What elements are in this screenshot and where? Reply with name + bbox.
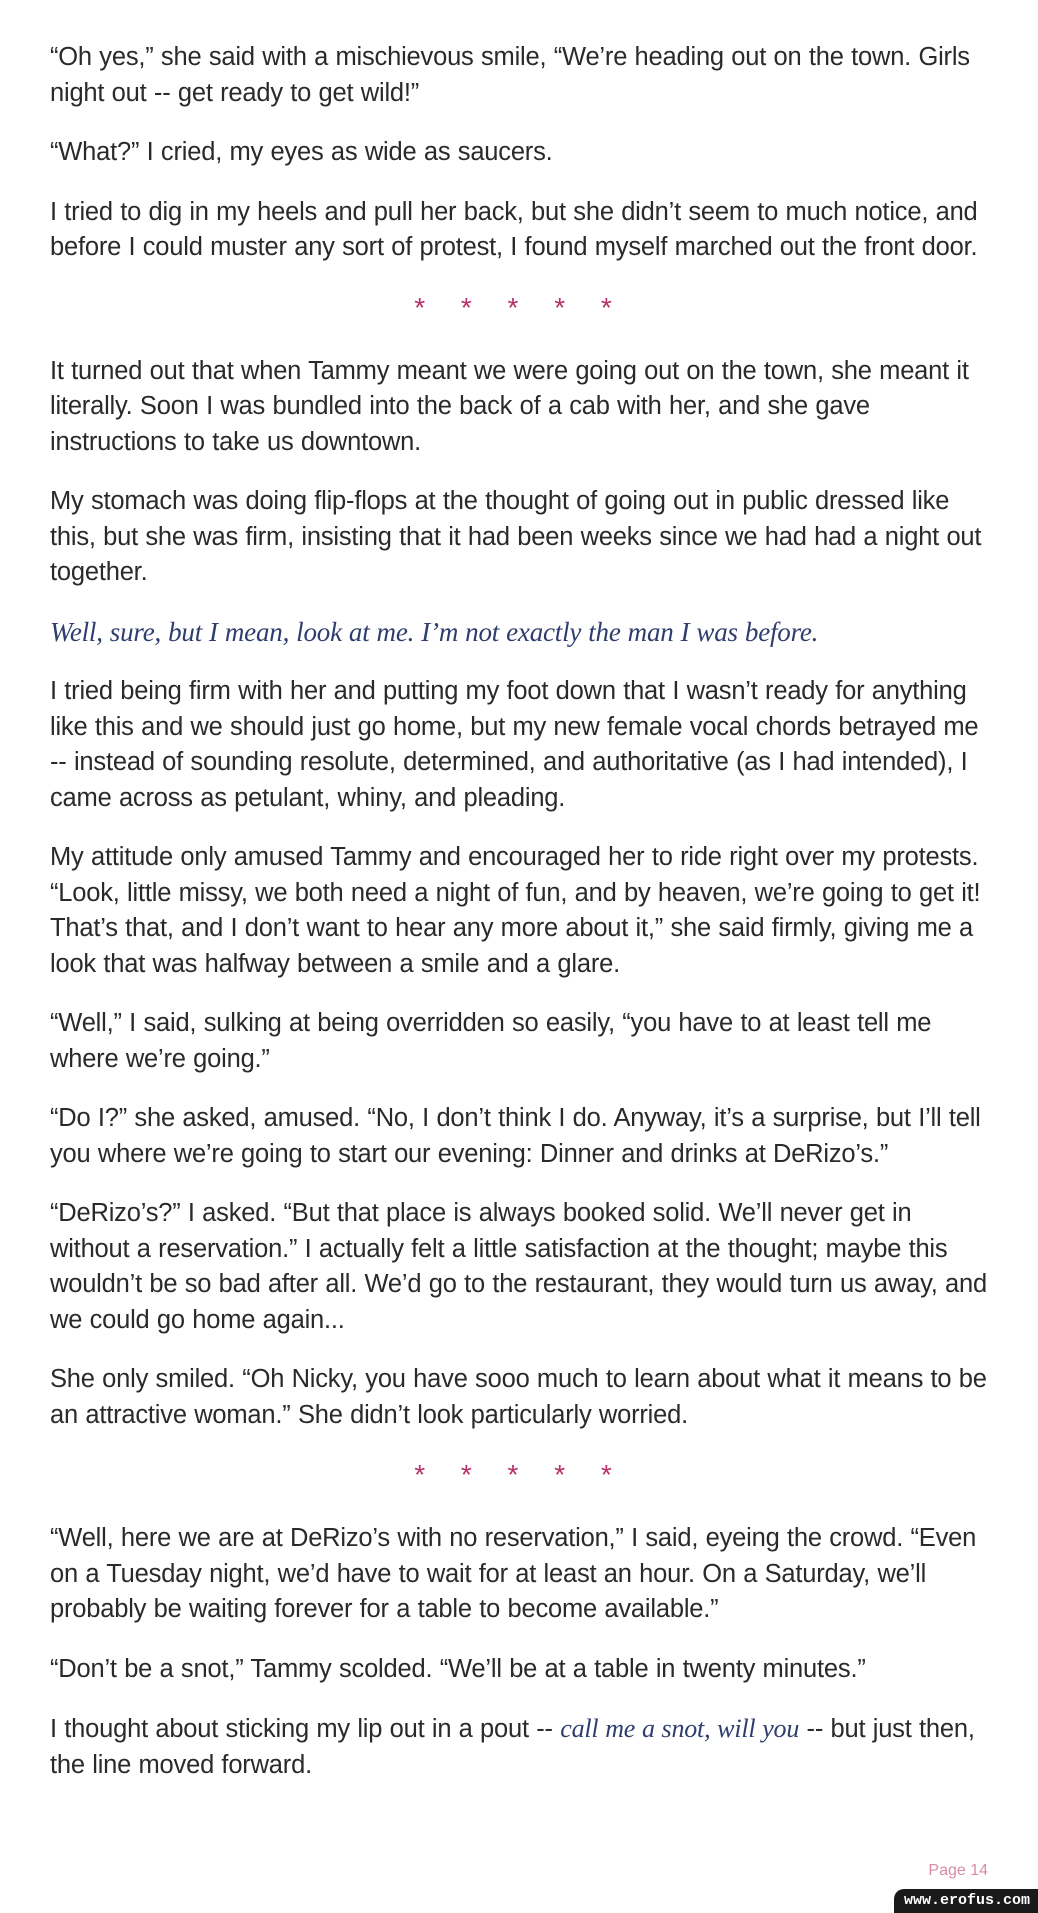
scene-separator: * * * * * bbox=[414, 1459, 626, 1490]
paragraph: “Do I?” she asked, amused. “No, I don’t think I do. Anyway, it’s a surprise, but I’ll tell you where we’re going to start our evening: Dinner and drinks at DeRizo’s.” bbox=[50, 1104, 981, 1168]
paragraph: My stomach was doing flip-flops at the thought of going out in public dressed like this, but she was firm, insisting that it had been weeks since we had had a night out together. bbox=[50, 487, 982, 586]
scene-separator: * * * * * bbox=[414, 291, 626, 323]
paragraph: “Oh yes,” she said with a mischievous smile, “We’re heading out on the town. Girls night out -- get ready to get wild!” bbox=[50, 43, 970, 107]
paragraph: “Don’t be a snot,” Tammy scolded. “We’ll be at a table in twenty minutes.” bbox=[50, 1654, 866, 1683]
paragraph-text: I thought about sticking my lip out in a pout -- bbox=[50, 1715, 561, 1743]
inner-thought: Well, sure, but I mean, look at me. I’m not exactly the man I was before. bbox=[50, 616, 819, 647]
paragraph: She only smiled. “Oh Nicky, you have sooo much to learn about what it means to be an attractive woman.” She didn’t look particularly worried. bbox=[50, 1365, 987, 1429]
document-page bbox=[50, 40, 990, 1807]
paragraph: I tried to dig in my heels and pull her back, but she didn’t seem to much notice, and before I could muster any sort of protest, I found myself marched out the front door. bbox=[50, 197, 978, 261]
paragraph-last bbox=[50, 1711, 990, 1783]
paragraph-text: -- but just then, the line moved forward. bbox=[50, 1715, 975, 1779]
paragraph: I tried being firm with her and putting my foot down that I wasn’t ready for anything like this and we should just go home, but my new female vocal chords betrayed me -- instead of sounding resolute, determined, and authoritative (as I had intended), I came across as petulant, whiny, and pleading. bbox=[50, 677, 979, 812]
paragraph: “Well,” I said, sulking at being overridden so easily, “you have to at least tell me where we’re going.” bbox=[50, 1009, 932, 1073]
page-number: Page 14 bbox=[928, 1862, 988, 1879]
paragraph: “DeRizo’s?” I asked. “But that place is always booked solid. We’ll never get in without a reservation.” I actually felt a little satisfaction at the thought; maybe this wouldn’t be so bad after all. We’d go to the restaurant, they would turn us away, and we could go home again... bbox=[50, 1199, 987, 1334]
paragraph: My attitude only amused Tammy and encouraged her to ride right over my protests. “Look, little missy, we both need a night of fun, and by heaven, we’re going to get it! That’s that, and I don’t want to hear any more about it,” she said firmly, giving me a look that was halfway between a smile and a glare. bbox=[50, 843, 981, 978]
watermark: www.erofus.com bbox=[894, 1889, 1038, 1913]
inline-thought: call me a snot, will you bbox=[560, 1714, 800, 1743]
paragraph: “Well, here we are at DeRizo’s with no reservation,” I said, eyeing the crowd. “Even on a Tuesday night, we’d have to wait for at least an hour. On a Saturday, we’ll probably be waiting forever for a table to become available.” bbox=[50, 1524, 977, 1623]
paragraph: “What?” I cried, my eyes as wide as saucers. bbox=[50, 138, 553, 166]
paragraph: It turned out that when Tammy meant we were going out on the town, she meant it literally. Soon I was bundled into the back of a cab with her, and she gave instructions to take us downtown. bbox=[50, 356, 969, 456]
